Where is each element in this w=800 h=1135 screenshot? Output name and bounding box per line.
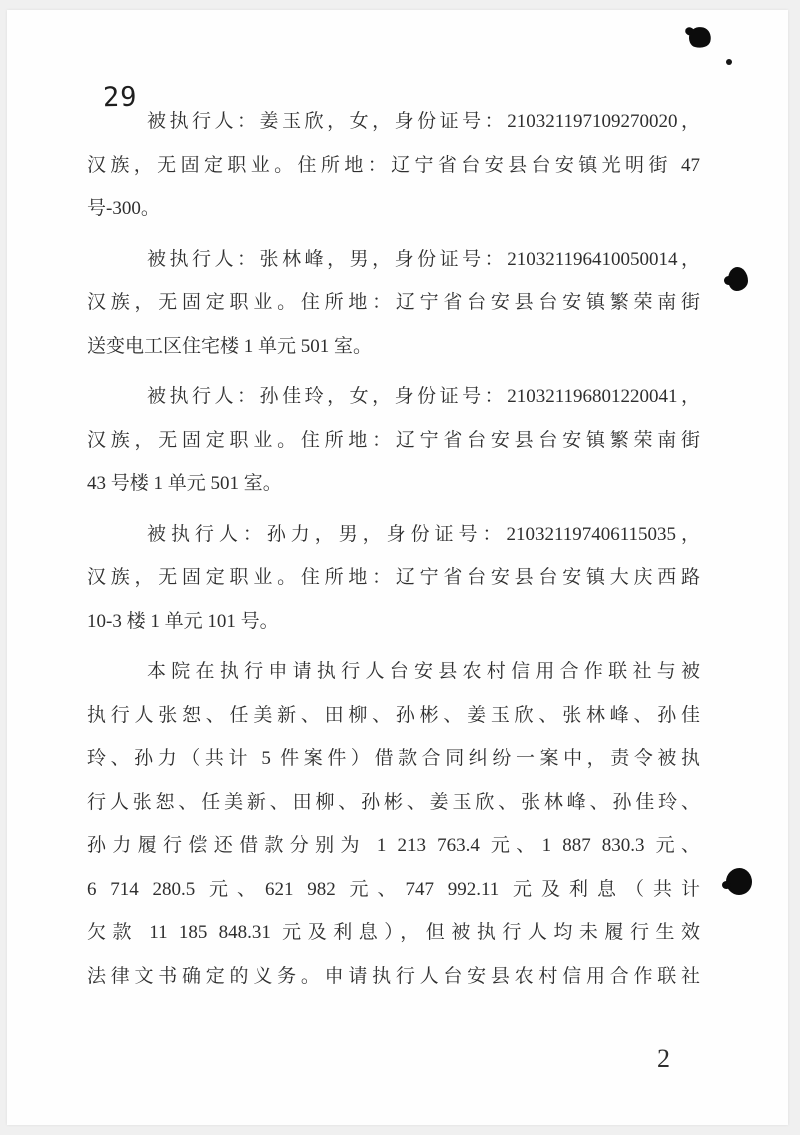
paragraph-defendant-1 — [87, 100, 700, 231]
footer-page-number: 2 — [657, 1044, 670, 1073]
text-line: 法律文书确定的义务。申请执行人台安县农村信用合作联社 — [87, 965, 700, 987]
text-line: 本院在执行申请执行人台安县农村信用合作联社与被 — [147, 661, 700, 682]
text-line: 汉族，无固定职业。住所地：辽宁省台安县台安镇繁荣南街 — [87, 292, 700, 313]
text-line: 被执行人：孙佳玲，女，身份证号：210321196801220041， — [147, 386, 700, 407]
text-line: 被执行人：孙力，男，身份证号：210321197406115035， — [147, 523, 700, 545]
document-body — [87, 100, 700, 1005]
text-line: 行人张恕、任美新、田柳、孙彬、姜玉欣、张林峰、孙佳玲、 — [87, 791, 700, 813]
text-line: 玲、孙力（共计 5 件案件）借款合同纠纷一案中，责令被执 — [87, 748, 700, 769]
ink-blot-middle-right — [728, 267, 748, 291]
text-line: 汉族，无固定职业。住所地：辽宁省台安县台安镇大庆西路 — [87, 567, 700, 588]
document-page — [7, 10, 788, 1125]
text-line: 孙力履行偿还借款分别为 1 213 763.4 元、1 887 830.3 元、 — [87, 835, 700, 856]
text-line: 6 714 280.5 元、621 982 元、747 992.11 元及利息（共计 — [87, 878, 700, 900]
handwritten-page-number: 29 — [102, 81, 138, 114]
paragraph-defendant-4 — [87, 513, 700, 644]
ink-blot-top-right — [687, 25, 713, 51]
text-line: 汉族，无固定职业。住所地：辽宁省台安县台安镇繁荣南街 — [87, 429, 700, 451]
paragraph-case-summary — [87, 650, 700, 998]
paragraph-defendant-2 — [87, 238, 700, 369]
ink-blot-lower-right — [726, 868, 752, 895]
text-line: 被执行人：张林峰，男，身份证号：210321196410050014， — [147, 248, 700, 270]
text-line: 汉族，无固定职业。住所地：辽宁省台安县台安镇光明街 47 — [87, 154, 700, 176]
ink-speck — [726, 59, 732, 65]
text-line: 号-300。 — [87, 198, 160, 219]
text-line: 送变电工区住宅楼 1 单元 501 室。 — [87, 335, 373, 357]
text-line: 43 号楼 1 单元 501 室。 — [87, 473, 282, 494]
paragraph-defendant-3 — [87, 375, 700, 506]
text-line: 欠款 11 185 848.31 元及利息），但被执行人均未履行生效 — [87, 922, 700, 943]
text-line: 被执行人：姜玉欣，女，身份证号：210321197109270020， — [147, 111, 700, 132]
text-line: 执行人张恕、任美新、田柳、孙彬、姜玉欣、张林峰、孙佳 — [87, 704, 700, 726]
text-line: 10-3 楼 1 单元 101 号。 — [87, 610, 279, 632]
